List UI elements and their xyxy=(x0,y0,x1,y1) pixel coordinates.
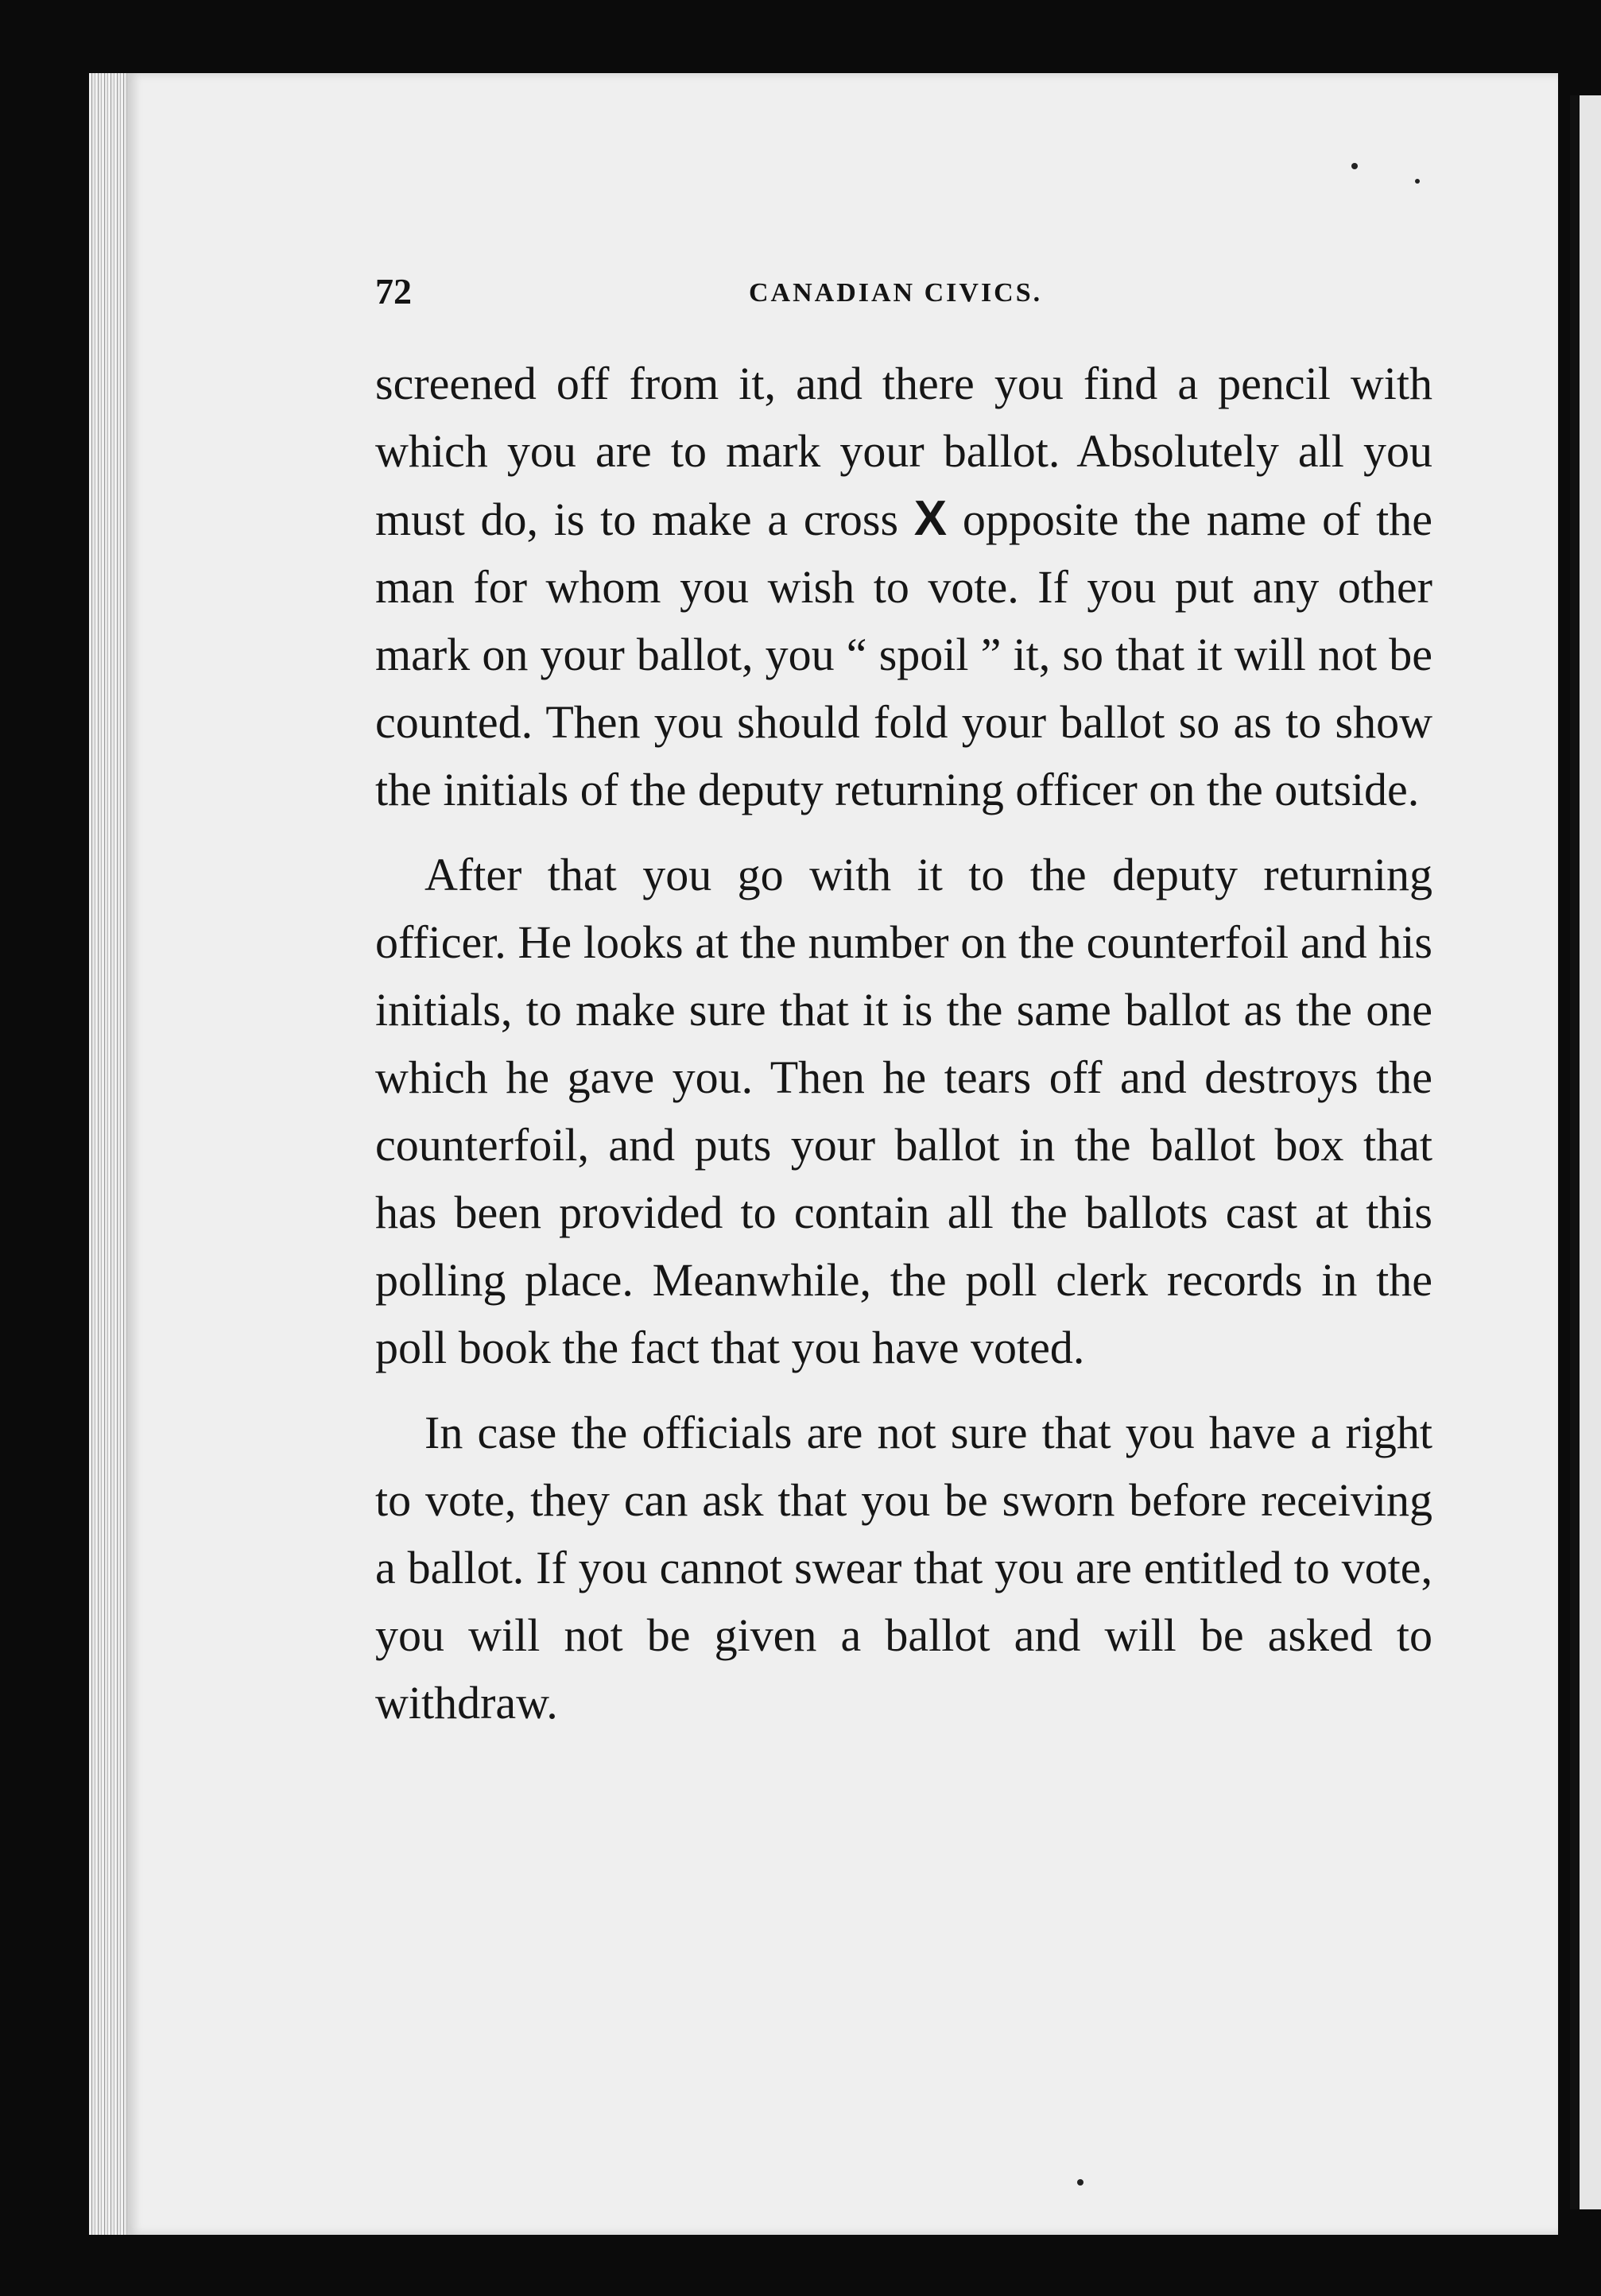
paragraph: After that you go with it to the deputy returning officer. He looks at the number on the counterfoil and his initials, to make sure that it is the same ballot as the one which he gave you. Then he tears off and destroys the counterfoil, and puts your ballot in the ballot box that has been provided to contain all the ballots cast at this polling place. Meanwhile, the poll clerk records in the poll book the fact that you have voted. xyxy=(375,849,1432,1373)
facing-page-edge xyxy=(1570,95,1601,2209)
print-speck xyxy=(1415,179,1420,184)
paragraph: In case the officials are not sure that you have a right to vote, they can ask that you be sworn before receiving a ballot. If you cannot swear that you are entitled to vote, you will not be given a ballot and will be asked to withdraw. xyxy=(375,1407,1432,1729)
print-speck xyxy=(1351,163,1358,169)
print-speck xyxy=(1077,2179,1083,2186)
page-number: 72 xyxy=(375,271,412,312)
paragraph-text: screened off from it, and there you find a pencil with which you are to mark your ballot. Absolutely all you must do, is to make a cross xyxy=(375,358,1432,545)
paragraph-continued xyxy=(375,350,1432,823)
page-header xyxy=(375,270,1504,318)
paragraph-text: opposite the name of the man for whom you wish to vote. If you put any other mark on your ballot, you “ spoil ” it, so that it will not be counted. Then you should fold your ballot so as to show the initials of the deputy returning officer on the outside. xyxy=(375,494,1432,815)
running-head: CANADIAN CIVICS. xyxy=(749,278,1043,308)
body-text xyxy=(375,350,1432,1754)
cross-symbol: X xyxy=(913,491,948,546)
